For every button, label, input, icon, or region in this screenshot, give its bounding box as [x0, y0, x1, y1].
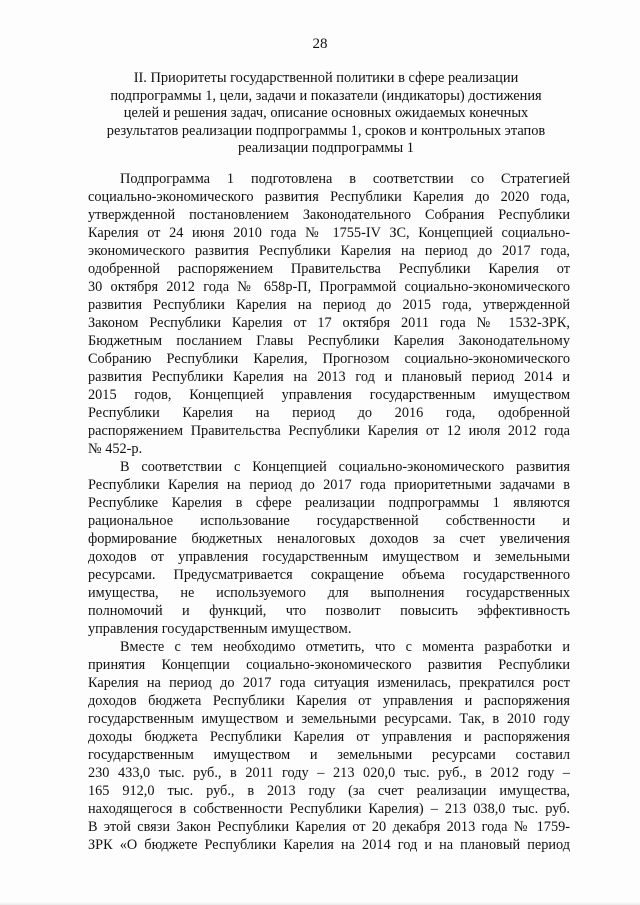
text-line: Республике Карелия в сфере реализации подпрограммы 1 являются	[88, 495, 570, 511]
text-line: доходов бюджета Республики Карелия от управления и распоряжения	[88, 693, 570, 709]
text-line: государственным имуществом и земельными ресурсами. Так, в 2010 году	[88, 711, 570, 727]
text-line: ЗРК «О бюджете Республики Карелия на 2014 год и на плановый период	[88, 837, 570, 853]
text-line: Вместе с тем необходимо отметить, что с момента разработки и	[120, 639, 570, 655]
text-line: экономического развития Республики Карелия на период до 2017 года,	[88, 243, 570, 259]
text-line: полномочий и функций, что позволит повысить эффективность	[88, 603, 570, 619]
section-title-line: целей и решения задач, описание основных ожидаемых конечных	[123, 105, 529, 122]
text-line: № 452-р.	[88, 441, 143, 457]
text-line: Бюджетным посланием Главы Республики Карелия Законодательному	[88, 333, 570, 349]
text-line: доходов от управления государственным имуществом и земельными	[88, 549, 570, 565]
text-line: развития Республики Карелия на период до 2015 года, утвержденной	[88, 297, 570, 313]
page-number: 28	[312, 36, 328, 52]
text-line: имущества, не используемого для выполнения государственных	[88, 585, 570, 601]
text-line: В этой связи Закон Республики Карелия от 20 декабря 2013 года № 1759-	[88, 819, 570, 835]
text-line: 230 433,0 тыс. руб., в 2011 году – 213 020,0 тыс. руб., в 2012 году –	[88, 765, 570, 781]
section-title-line: результатов реализации подпрограммы 1, сроков и контрольных этапов	[106, 122, 546, 139]
paragraph	[88, 638, 570, 854]
body-text	[88, 170, 570, 854]
text-line: Подпрограмма 1 подготовлена в соответствии со Стратегией	[120, 171, 570, 187]
text-line: 165 912,0 тыс. руб., в 2013 году (за счет реализации имущества,	[88, 783, 570, 799]
section-title	[86, 70, 566, 158]
text-line: Законом Республики Карелия от 17 октября 2011 года № 1532-ЗРК,	[88, 315, 570, 331]
text-line: принятия Концепции социально-экономического развития Республики	[88, 657, 570, 673]
text-line: доходы бюджета Республики Карелия от управления и распоряжения	[88, 729, 570, 745]
text-line: утвержденной постановлением Законодательного Собрания Республики	[88, 207, 570, 223]
section-title-line: реализации подпрограммы 1	[238, 140, 414, 157]
text-line: развития Республики Карелия на 2013 год и плановый период 2014 и	[88, 369, 570, 385]
text-line: одобренной распоряжением Правительства Республики Карелия от	[88, 261, 570, 277]
text-line: Собранию Республики Карелия, Прогнозом социально-экономического	[88, 351, 570, 367]
text-line: управления государственным имуществом.	[88, 621, 352, 637]
text-line: социально-экономического развития Республики Карелия до 2020 года,	[88, 189, 570, 205]
section-title-line: II. Приоритеты государственной политики в сфере реализации	[133, 70, 519, 86]
text-line: государственным имуществом и земельными ресурсами составил	[88, 747, 570, 763]
text-line: находящегося в собственности Республики Карелия) – 213 038,0 тыс. руб.	[88, 801, 570, 817]
paragraph	[88, 458, 570, 638]
text-line: Республики Карелия на период до 2017 года приоритетными задачами в	[88, 477, 570, 493]
text-line: 2015 годов, Концепцией управления государственным имуществом	[88, 387, 570, 403]
text-line: 30 октября 2012 года № 658р-П, Программой социально-экономического	[88, 279, 570, 295]
text-line: Карелия на период до 2017 года ситуация изменилась, прекратился рост	[88, 675, 570, 691]
text-line: Карелия от 24 июня 2010 года № 1755-IV ЗС, Концепцией социально-	[88, 225, 570, 241]
text-line: формирование бюджетных неналоговых доходов за счет увеличения	[88, 531, 570, 547]
text-line: рациональное использование государственной собственности и	[88, 513, 570, 529]
text-line: Республики Карелия на период до 2016 года, одобренной	[88, 405, 570, 421]
paragraph	[88, 170, 570, 458]
section-title-line: подпрограммы 1, цели, задачи и показатели (индикаторы) достижения	[110, 87, 542, 104]
text-line: ресурсами. Предусматривается сокращение объема государственного	[88, 567, 570, 583]
text-line: В соответствии с Концепцией социально-экономического развития	[120, 459, 570, 475]
text-line: распоряжением Правительства Республики Карелия от 12 июля 2012 года	[88, 423, 570, 439]
